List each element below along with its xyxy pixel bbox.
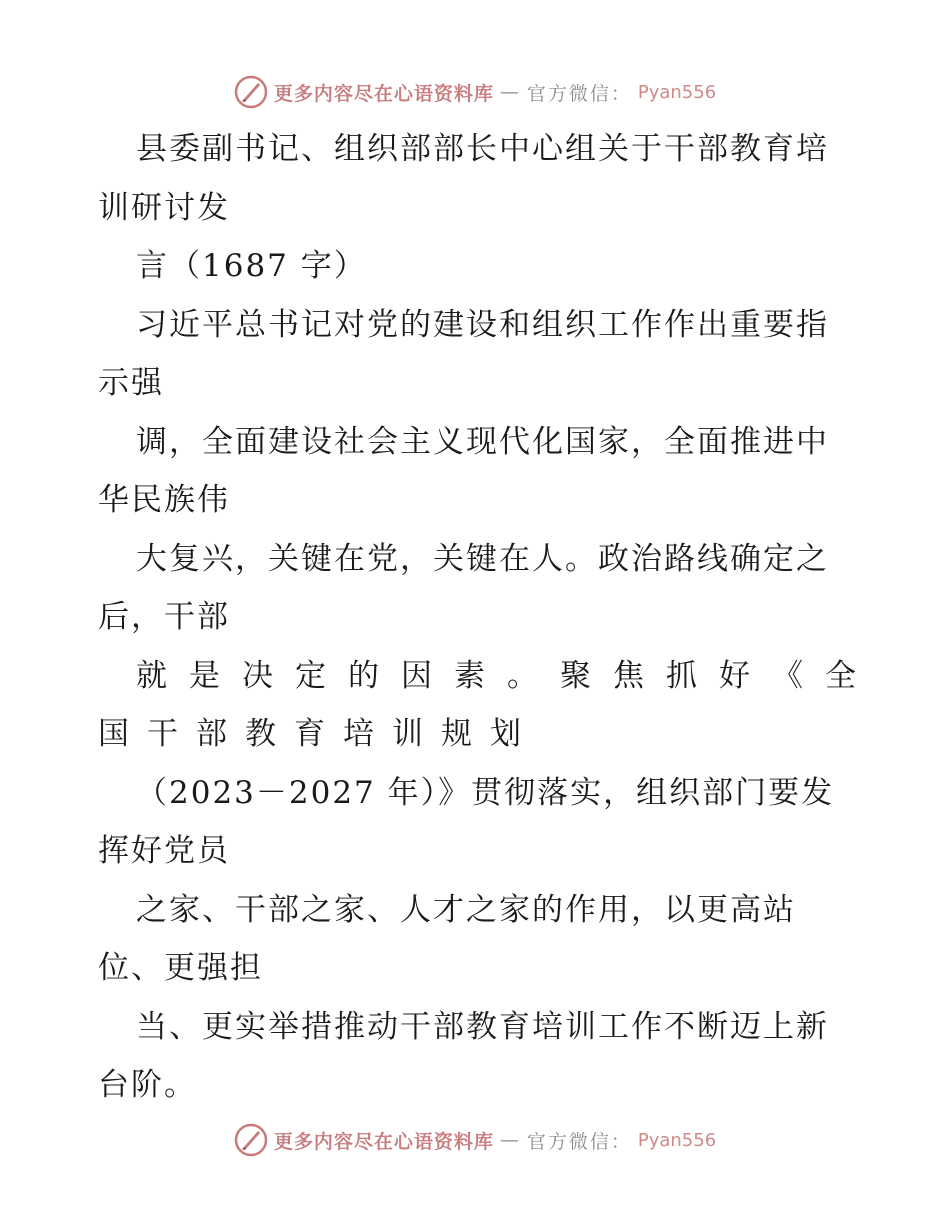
text-line: 挥好党员	[98, 833, 230, 869]
text-line: 后，干部	[98, 599, 230, 635]
text-line: 国干部教育培训规划	[98, 716, 539, 752]
text-line: 言（1687 字）	[136, 248, 367, 284]
watermark-brand: 更多内容尽在心语资料库	[273, 1130, 494, 1153]
quill-pen-logo-icon	[234, 75, 268, 109]
footer-watermark	[0, 1120, 950, 1160]
text-line: 训研讨发	[98, 189, 230, 226]
watermark-wechat-id: Pyan556	[637, 81, 717, 103]
watermark-separator: —	[499, 81, 521, 103]
document-body	[98, 120, 878, 1115]
text-line: 示强	[98, 365, 164, 401]
watermark-official: 官方微信：	[526, 1130, 632, 1153]
text-line: 当、更实举措推动干部教育培训工作不断迈上新	[136, 1008, 829, 1045]
text-line: 习近平总书记对党的建设和组织工作作出重要指	[136, 306, 829, 343]
header-watermark	[0, 72, 950, 112]
quill-pen-logo-icon	[234, 1123, 268, 1157]
watermark-separator: —	[499, 1129, 521, 1151]
watermark-brand: 更多内容尽在心语资料库	[273, 82, 494, 105]
text-line: 台阶。	[98, 1067, 197, 1103]
text-line: 华民族伟	[98, 482, 230, 518]
text-line: 县委副书记、组织部部长中心组关于干部教育培	[136, 131, 829, 167]
text-line: 位、更强担	[98, 950, 263, 986]
watermark-official: 官方微信：	[526, 82, 632, 105]
text-line: 之家、干部之家、人才之家的作用，以更高站	[136, 891, 796, 928]
text-line: 就是决定的因素。聚焦抓好《全	[136, 657, 878, 694]
text-line: 大复兴，关键在党，关键在人。政治路线确定之	[136, 540, 829, 577]
text-line: 调，全面建设社会主义现代化国家，全面推进中	[136, 423, 829, 460]
text-line: （2023－2027 年）》贯彻落实，组织部门要发	[136, 774, 835, 811]
watermark-wechat-id: Pyan556	[637, 1129, 717, 1151]
